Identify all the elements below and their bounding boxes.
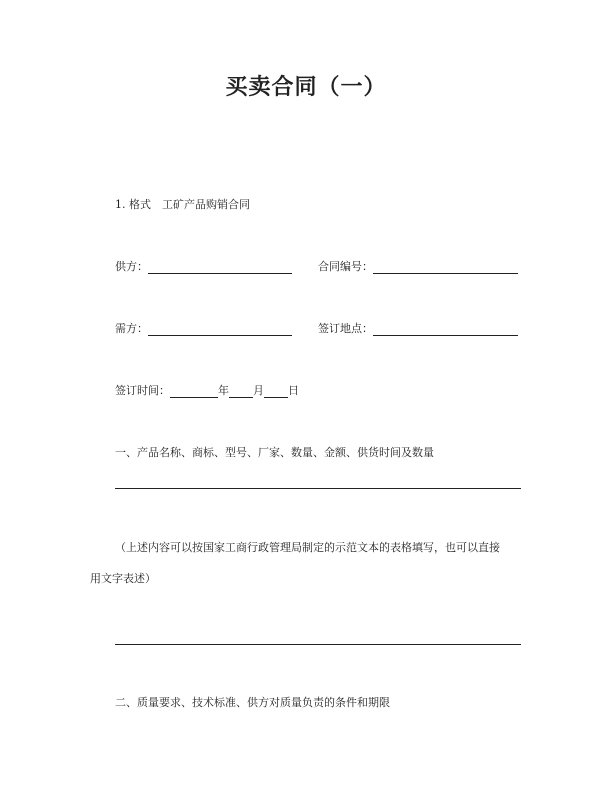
sign-place-field[interactable] [373, 323, 518, 336]
contract-no-label: 合同编号： [318, 260, 373, 273]
section1-fill-line[interactable] [115, 488, 521, 489]
buyer-label: 需方： [115, 322, 148, 335]
section1-heading: 一、产品名称、商标、型号、厂家、数量、金额、供货时间及数量 [115, 446, 434, 459]
year-label: 年 [218, 384, 229, 397]
format-line: 1. 格式 工矿产品购销合同 [115, 198, 250, 211]
day-field[interactable] [264, 385, 288, 398]
document-title: 买卖合同（一） [225, 75, 387, 100]
month-field[interactable] [229, 385, 253, 398]
contract-no-row [318, 260, 518, 274]
note-line-2: 用文字表述） [90, 572, 156, 585]
section2-heading: 二、质量要求、技术标准、供方对质量负责的条件和期限 [115, 696, 390, 709]
buyer-row [115, 322, 292, 336]
supplier-label: 供方： [115, 260, 148, 273]
buyer-field[interactable] [148, 323, 292, 336]
contract-no-field[interactable] [373, 261, 518, 274]
month-label: 月 [253, 384, 264, 397]
year-field[interactable] [170, 385, 218, 398]
sign-time-row [115, 384, 299, 398]
sign-place-row [318, 322, 518, 336]
supplier-row [115, 260, 292, 274]
note-line-1: （上述内容可以按国家工商行政管理局制定的示范文本的表格填写，也可以直接 [115, 541, 500, 554]
sign-time-label: 签订时间： [115, 384, 170, 397]
supplier-field[interactable] [148, 261, 292, 274]
day-label: 日 [288, 384, 299, 397]
sign-place-label: 签订地点： [318, 322, 373, 335]
note-fill-line[interactable] [115, 644, 521, 645]
